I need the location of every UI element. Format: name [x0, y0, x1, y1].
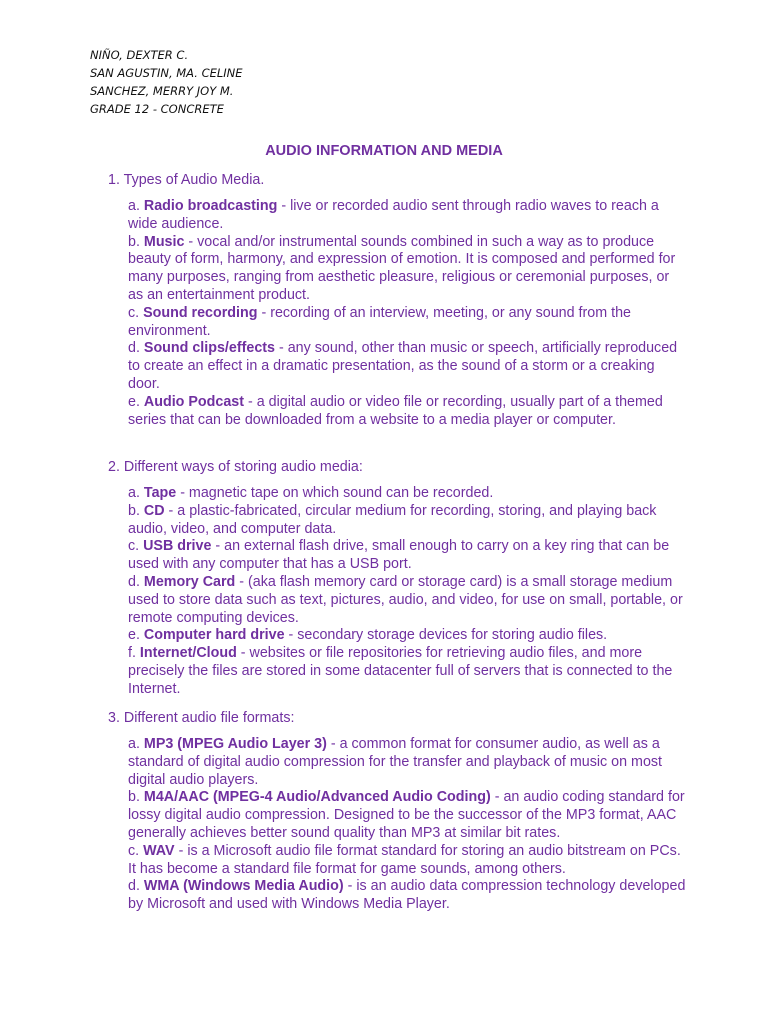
list-item: c. WAV - is a Microsoft audio file format standard for storing an audio bitstream on PCs. It has become a standard file format for game sounds, among others. [128, 842, 681, 877]
term: Computer hard drive [143, 627, 285, 644]
term: Memory Card [143, 573, 236, 590]
term: Music [143, 233, 185, 250]
list-item: f. Internet/Cloud - websites or file repositories for retrieving audio files, and more precisely the files are stored in some datacenter full of servers that is connected to the Internet. [128, 645, 673, 697]
list-item: e. Computer hard drive - secondary storage devices for storing audio files. [128, 627, 608, 644]
term: WMA (Windows Media Audio) [143, 878, 344, 895]
section-list [128, 485, 688, 699]
term: Radio broadcasting [143, 198, 278, 214]
list-item: d. WMA (Windows Media Audio) - is an audio data compression technology developed by Microsoft and used with Windows Media Player. [128, 878, 686, 913]
section-heading: 2. Different ways of storing audio media: [108, 459, 363, 475]
section-list [128, 198, 688, 429]
term: M4A/AAC (MPEG-4 Audio/Advanced Audio Coding) [143, 789, 491, 806]
author-line: SANCHEZ, MERRY JOY M. [90, 84, 234, 98]
term: WAV [143, 842, 175, 859]
term: MP3 (MPEG Audio Layer 3) [143, 736, 327, 752]
section-heading: 3. Different audio file formats: [108, 710, 295, 726]
author-block [90, 46, 243, 118]
grade-section-line: GRADE 12 - CONCRETE [90, 102, 224, 116]
list-item: b. Music - vocal and/or instrumental sounds combined in such a way as to produce beauty of form, harmony, and expression of emotion. It is composed and performed for many purposes, ranging from aesthetic pleasure, religious or ceremonial purposes, or as an entertainment product. [128, 233, 676, 303]
list-item: a. Radio broadcasting - live or recorded audio sent through radio waves to reach a wide audience. [128, 198, 659, 232]
list-item: a. MP3 (MPEG Audio Layer 3) - a common format for consumer audio, as well as a standard of digital audio compression for the transfer and playback of music on most digital audio players. [128, 736, 663, 788]
term: CD [143, 502, 165, 519]
term: Tape [143, 485, 177, 501]
list-item: b. CD - a plastic-fabricated, circular medium for recording, storing, and playing back audio, video, and computer data. [128, 502, 657, 537]
author-line: SAN AGUSTIN, MA. CELINE [90, 66, 243, 80]
author-line: NIÑO, DEXTER C. [90, 48, 189, 62]
list-item: e. Audio Podcast - a digital audio or video file or recording, usually part of a themed series that can be downloaded from a website to a media player or computer. [128, 393, 663, 428]
list-item: c. Sound recording - recording of an interview, meeting, or any sound from the environment. [128, 304, 631, 339]
document-title: AUDIO INFORMATION AND MEDIA [265, 143, 503, 159]
list-item: d. Sound clips/effects - any sound, other than music or speech, artificially reproduced to create an effect in a dramatic presentation, as the sound of a storm or a creaking door. [128, 340, 678, 392]
list-item: d. Memory Card - (aka flash memory card or storage card) is a small storage medium used to store data such as text, pictures, audio, and video, for use on small, portable, or remote computing devices. [128, 573, 683, 626]
term: Sound recording [143, 304, 258, 321]
section-heading: 1. Types of Audio Media. [108, 172, 265, 188]
term: USB drive [143, 538, 212, 555]
section-list [128, 736, 688, 914]
term: Sound clips/effects [143, 340, 275, 357]
list-item: b. M4A/AAC (MPEG-4 Audio/Advanced Audio Coding) - an audio coding standard for lossy digital audio compression. Designed to be the successor of the MP3 format, AAC generally achieves better sound quality than MP3 at similar bit rates. [128, 789, 685, 841]
term: Internet/Cloud [139, 645, 237, 662]
list-item: c. USB drive - an external flash drive, small enough to carry on a key ring that can be used with any computer that has a USB port. [128, 538, 670, 573]
list-item: a. Tape - magnetic tape on which sound can be recorded. [128, 485, 494, 501]
term: Audio Podcast [143, 393, 244, 410]
